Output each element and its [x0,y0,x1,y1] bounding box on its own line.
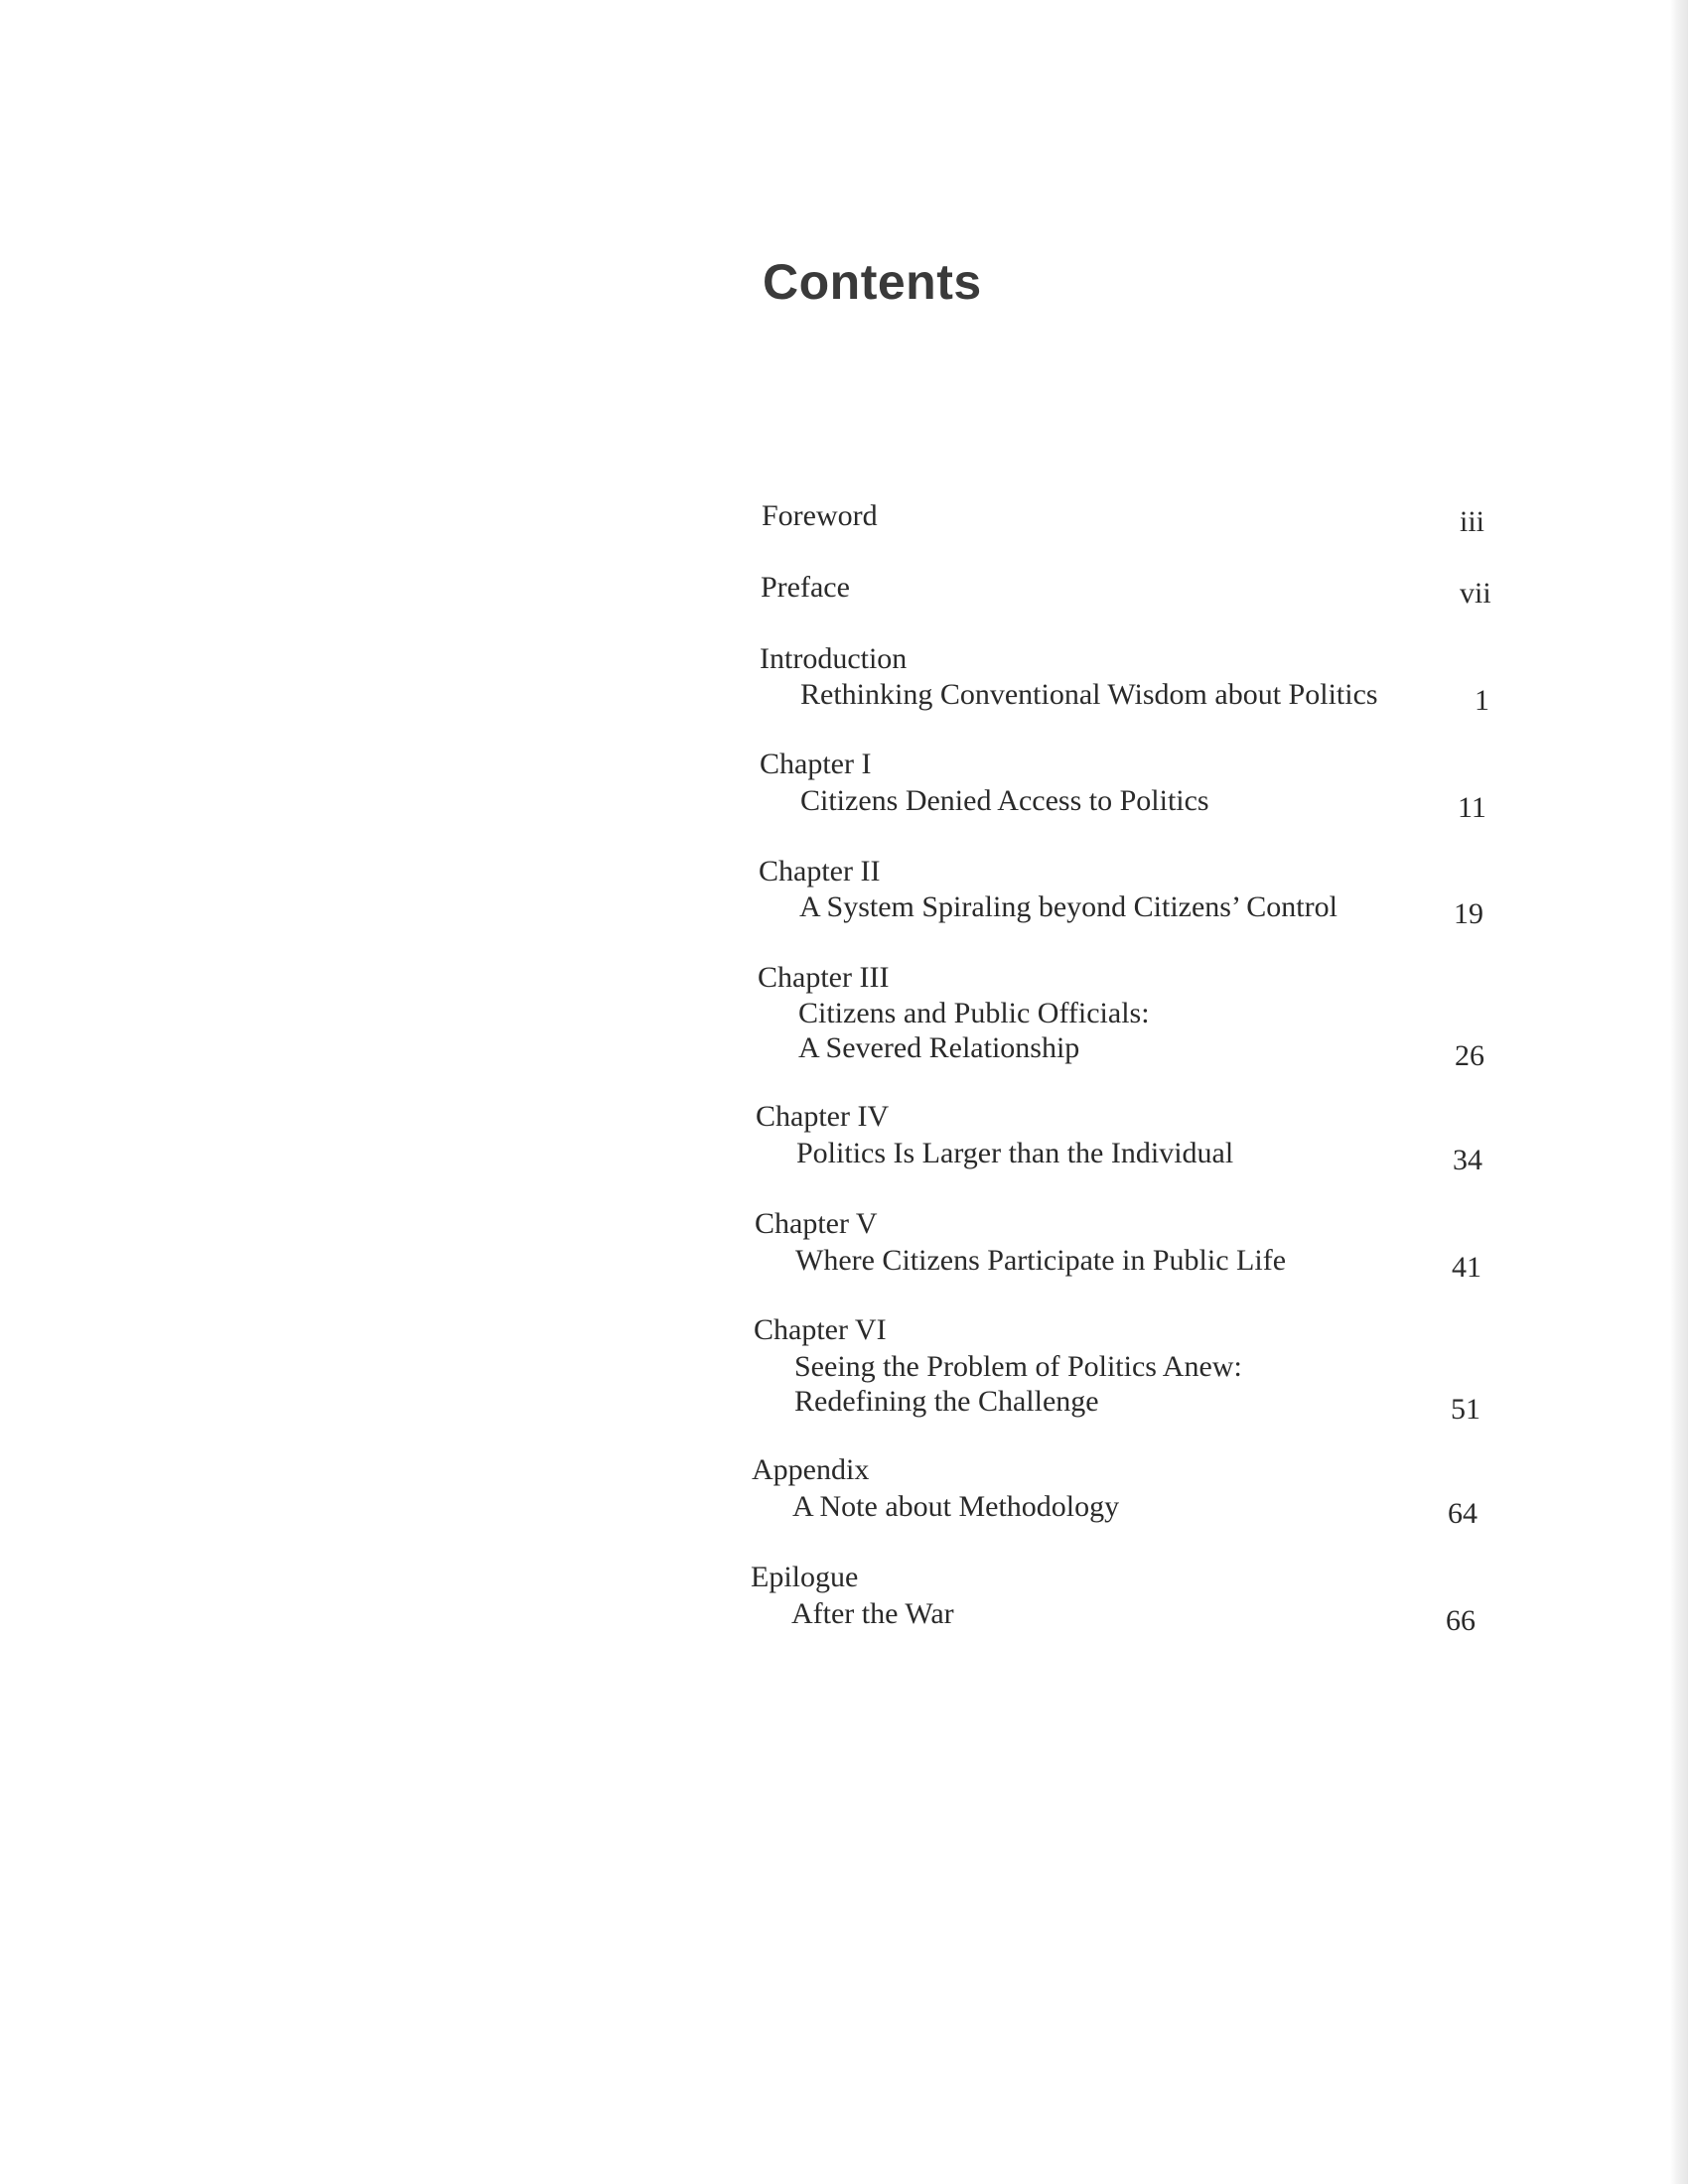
toc-subtitle: Citizens Denied Access to Politics [800,784,1209,817]
toc-heading: Foreword [762,499,878,532]
toc-page-number: iii [1460,505,1485,538]
toc-subtitle: A Severed Relationship [798,1031,1080,1064]
toc-page-number: 1 [1475,684,1489,717]
toc-heading: Introduction [760,642,908,675]
toc-subtitle: Citizens and Public Officials: [798,997,1150,1029]
toc-page-number: 19 [1454,897,1483,930]
toc-heading: Chapter II [759,855,881,887]
toc-subtitle: Redefining the Challenge [794,1385,1099,1418]
toc-page-number: 11 [1458,791,1486,824]
toc-heading: Chapter IV [756,1100,890,1133]
toc-page-number: 26 [1455,1039,1484,1072]
toc-heading: Chapter I [760,748,872,780]
toc-page-number: 34 [1453,1144,1482,1176]
toc-heading: Chapter V [755,1207,878,1240]
toc-heading: Epilogue [751,1561,859,1593]
toc-page-number: 64 [1448,1497,1477,1530]
toc-subtitle: Where Citizens Participate in Public Life [795,1244,1287,1277]
toc-subtitle: Seeing the Problem of Politics Anew: [794,1350,1242,1383]
toc-page-number: 66 [1446,1604,1476,1637]
toc-page-number: 41 [1452,1251,1481,1284]
toc-subtitle: A Note about Methodology [792,1490,1120,1523]
toc-subtitle: Politics Is Larger than the Individual [796,1137,1234,1169]
toc-subtitle: A System Spiraling beyond Citizens’ Control [799,890,1337,923]
toc-subtitle: Rethinking Conventional Wisdom about Politics [800,678,1378,711]
toc-heading: Preface [761,571,850,604]
toc-heading: Chapter VI [754,1313,887,1346]
toc-heading: Appendix [752,1453,870,1486]
toc-heading: Chapter III [758,961,890,994]
page-title: Contents [763,254,982,310]
toc-page-number: 51 [1451,1393,1480,1426]
toc-subtitle: After the War [791,1597,954,1630]
toc-page-number: vii [1460,577,1491,610]
